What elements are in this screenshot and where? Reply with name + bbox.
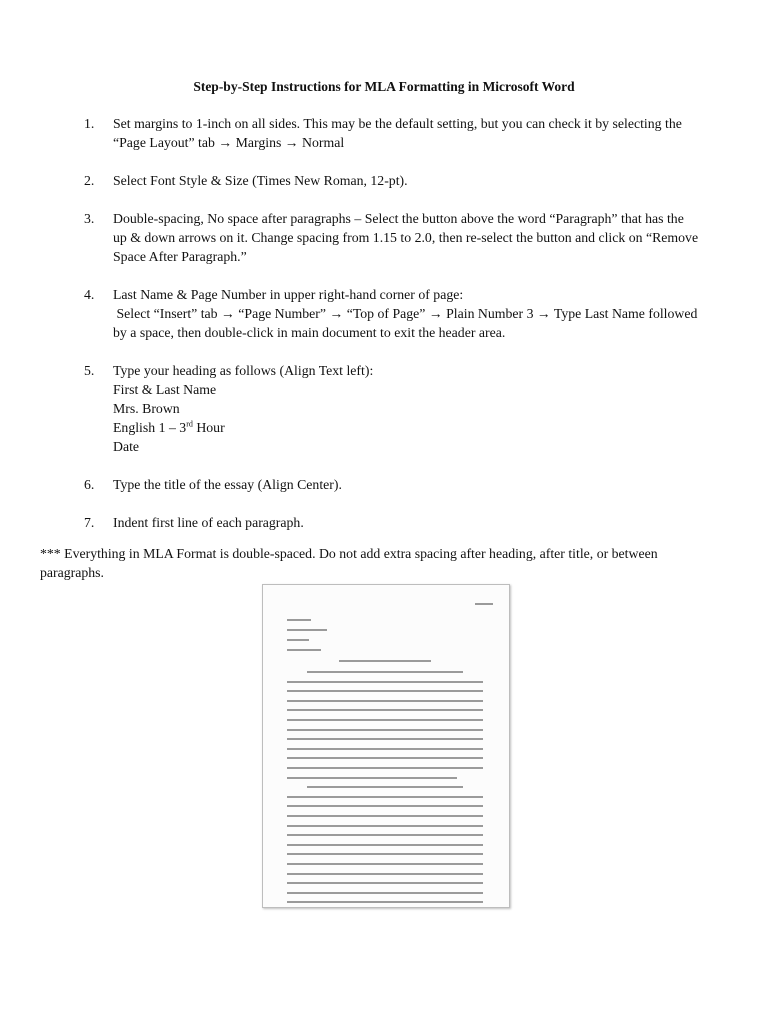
list-item: [84, 171, 704, 190]
step-line: Type your heading as follows (Align Text left):: [113, 363, 374, 378]
step-line: Set margins to 1-inch on all sides. This may be the default setting, but you can check it by selecting the: [113, 116, 682, 131]
sample-text-line: [287, 901, 483, 903]
sample-essay-image: [262, 584, 510, 908]
sample-text-line: [287, 892, 483, 894]
step-line: up & down arrows on it. Change spacing from 1.15 to 2.0, then re-select the button and click on “Remove: [113, 230, 699, 245]
sample-text-line: [287, 619, 311, 621]
english-line-prefix: English 1 – 3: [113, 420, 187, 435]
sample-text-line: [287, 882, 483, 884]
formatting-note: [40, 544, 740, 582]
english-line-suffix: Hour: [192, 420, 225, 435]
step-text: [113, 475, 704, 494]
sample-text-line: [287, 729, 483, 731]
sample-text-line: [287, 690, 483, 692]
list-item: [84, 209, 704, 266]
step-line: by a space, then double-click in main document to exit the header area.: [113, 325, 506, 340]
step-number: 7.: [84, 515, 95, 530]
sample-text-line: [287, 700, 483, 702]
sample-text-line: [287, 649, 321, 651]
step-line: [113, 418, 704, 437]
instruction-list: [84, 114, 704, 551]
list-item: [84, 475, 704, 494]
step-line: Type the title of the essay (Align Center).: [113, 477, 342, 492]
step-text: [113, 114, 704, 152]
step-line: Select Font Style & Size (Times New Roman, 12-pt).: [113, 173, 408, 188]
step-text: [113, 209, 704, 266]
sample-text-line: [287, 719, 483, 721]
sample-text-line: [287, 777, 457, 779]
sample-text-line: [287, 767, 483, 769]
english-line-superscript: rd: [186, 419, 193, 429]
step-number: 2.: [84, 173, 95, 188]
sample-text-line: [307, 786, 463, 788]
sample-text-line: [287, 825, 483, 827]
step-line: Last Name & Page Number in upper right-hand corner of page:: [113, 287, 464, 302]
sample-text-line: [287, 681, 483, 683]
step-text: [113, 285, 704, 342]
sample-text-line: [287, 639, 309, 641]
step-line: First & Last Name: [113, 382, 217, 397]
step-number: 4.: [84, 287, 95, 302]
step-number: 1.: [84, 116, 95, 131]
sample-text-line: [287, 757, 483, 759]
list-item: [84, 114, 704, 152]
list-item: [84, 285, 704, 342]
note-line: *** Everything in MLA Format is double-spaced. Do not add extra spacing after heading, after title, or between: [40, 546, 658, 561]
sample-text-line: [287, 873, 483, 875]
page-title: Step-by-Step Instructions for MLA Formatting in Microsoft Word: [193, 79, 575, 94]
step-number: 3.: [84, 211, 95, 226]
sample-text-line: [287, 844, 483, 846]
step-text: [113, 361, 704, 456]
step-line: Space After Paragraph.”: [113, 249, 247, 264]
note-line: paragraphs.: [40, 565, 104, 580]
step-text: [113, 513, 704, 532]
step-line: Indent first line of each paragraph.: [113, 515, 304, 530]
sample-text-line: [287, 834, 483, 836]
list-item: [84, 513, 704, 532]
step-line: Double-spacing, No space after paragraphs – Select the button above the word “Paragraph” that has the: [113, 211, 684, 226]
sample-text-line: [307, 671, 463, 673]
sample-text-line: [287, 738, 483, 740]
sample-text-line: [287, 748, 483, 750]
sample-header-line: [475, 603, 493, 605]
sample-text-line: [287, 629, 327, 631]
step-number: 6.: [84, 477, 95, 492]
step-line: Select “Insert” tab → “Page Number” → “Top of Page” → Plain Number 3 → Type Last Name followed: [113, 306, 698, 321]
step-line: Mrs. Brown: [113, 401, 180, 416]
step-line: Date: [113, 439, 140, 454]
sample-text-line: [339, 660, 431, 662]
sample-text-line: [287, 815, 483, 817]
step-number: 5.: [84, 363, 95, 378]
sample-text-line: [287, 805, 483, 807]
step-line: “Page Layout” tab → Margins → Normal: [113, 135, 345, 150]
step-text: [113, 171, 704, 190]
list-item: [84, 361, 704, 456]
sample-text-line: [287, 709, 483, 711]
sample-text-line: [287, 863, 483, 865]
sample-text-line: [287, 796, 483, 798]
sample-text-line: [287, 853, 483, 855]
